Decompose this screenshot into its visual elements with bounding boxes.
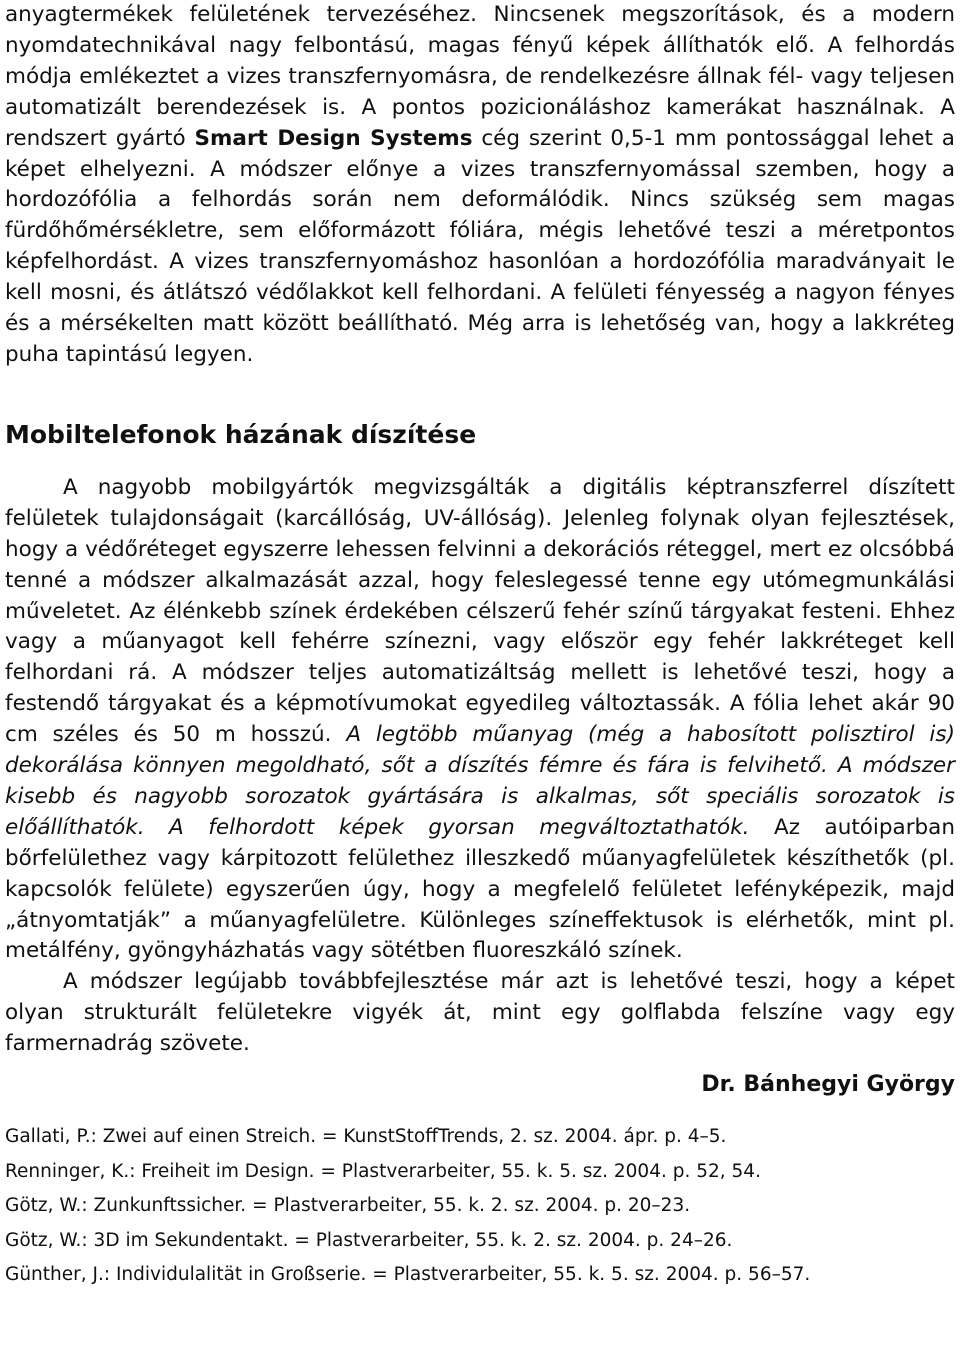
section-paragraph-1 [5,473,955,968]
paragraph-1-text-start: A nagyobb mobilgyártók megvizsgálták a digitális képtranszferrel díszített felületek tulajdonságait (karcállóság, UV-állóság). Jelenleg folynak olyan fejlesztések, hogy a védőréteget egyszerre lehessen felvinni a dekorációs réteggel, mert ez olcsóbbá tenné a módszer alkalmazását azzal, hogy feleslegessé tenne egy utómegmunkálási műveletet. Az élénkebb színek érdekében célszerű fehér színű tárgyakat festeni. Ehhez vagy a műanyagot kell fehérre színezni, vagy először egy fehér lakkréteget kell felhordani rá. A módszer teljes automatizáltság mellett is lehetővé teszi, hogy a festendő tárgyakat és a képmotívumokat egyedileg változtassák. A fólia lehet akár 90 cm széles és 50 m hosszú. [5,474,955,748]
author-name: Dr. Bánhegyi György [701,1072,955,1098]
reference-item: Günther, J.: Individulalität in Großserie. = Plastverarbeiter, 55. k. 5. sz. 2004. p. 56–57. [5,1264,811,1286]
continuation-text-start: anyagtermékek felületének tervezéséhez. Nincsenek megszorítások, és a modern nyomdatechnikával nagy felbontású, magas fényű képek állíthatók elő. A felhordás módja emlékeztet a vizes transzfernyomásra, de rendelkezésre állnak fél- vagy teljesen automatizált berendezések is. A pontos pozicionáláshoz kamerákat használnak. A rendszert gyártó [5,2,955,151]
reference-item: Renninger, K.: Freiheit im Design. = Plastverarbeiter, 55. k. 5. sz. 2004. p. 52, 54. [5,1160,761,1182]
paragraph-1-text-end: Az autóiparban bőrfelülethez vagy kárpitozott felülethez illeszkedő műanyagfelületek készíthetők (pl. kapcsolók felülete) egyszerűen úgy, hogy a megfelelő felületet lefényképezik, majd „átnyomtatják” a műanyagfelületre. Különleges színeffektusok is elérhetők, mint pl. metálfény, gyöngyházhatás vagy sötétben fluoreszkáló színek. [5,814,955,964]
reference-item: Götz, W.: Zunkunftssicher. = Plastverarbeiter, 55. k. 2. sz. 2004. p. 20–23. [5,1195,691,1217]
paragraph-1-italic-text: A legtöbb műanyag (még a habosított polisztirol is) dekorálása könnyen megoldható, sőt a díszítés fémre és fára is felvihető. A módszer kisebb és nagyobb sorozatok gyártására is alkalmas, sőt speciális sorozatok is előállíthatók. A felhordott képek gyorsan megváltoztathatók. [5,722,955,840]
reference-list [5,1120,955,1293]
document-page [5,0,955,1293]
section-paragraph-2: A módszer legújabb továbbfejlesztése már azt is lehetővé teszi, hogy a képet olyan strukturált felületekre vigyék át, mint egy golflabda felszíne vagy egy farmernadrág szövete. [5,969,955,1057]
continuation-paragraph [5,0,955,371]
section-heading: Mobiltelefonok házának díszítése [5,419,477,449]
continuation-text-end: cég szerint 0,5-1 mm pontossággal lehet a képet elhelyezni. A módszer előnye a vizes transzfernyomással szemben, hogy a hordozófólia a felhordás során nem deformálódik. Nincs szükség sem magas fürdőhőmérsékletre, sem előformázott fóliára, mégis lehetővé teszi a méretpontos képfelhordást. A vizes transzfernyomáshoz hasonlóan a hordozófólia maradványait le kell mosni, és átlátszó védőlakkot kell felhordani. A felületi fényesség a nagyon fényes és a mérsékelten matt között beállítható. Még arra is lehetőség van, hogy a lakkréteg puha tapintású legyen. [5,125,955,367]
company-name: Smart Design Systems [194,125,473,151]
reference-item: Gallati, P.: Zwei auf einen Streich. = KunstStoffTrends, 2. sz. 2004. ápr. p. 4–5. [5,1126,727,1148]
reference-item: Götz, W.: 3D im Sekundentakt. = Plastverarbeiter, 55. k. 2. sz. 2004. p. 24–26. [5,1229,733,1251]
